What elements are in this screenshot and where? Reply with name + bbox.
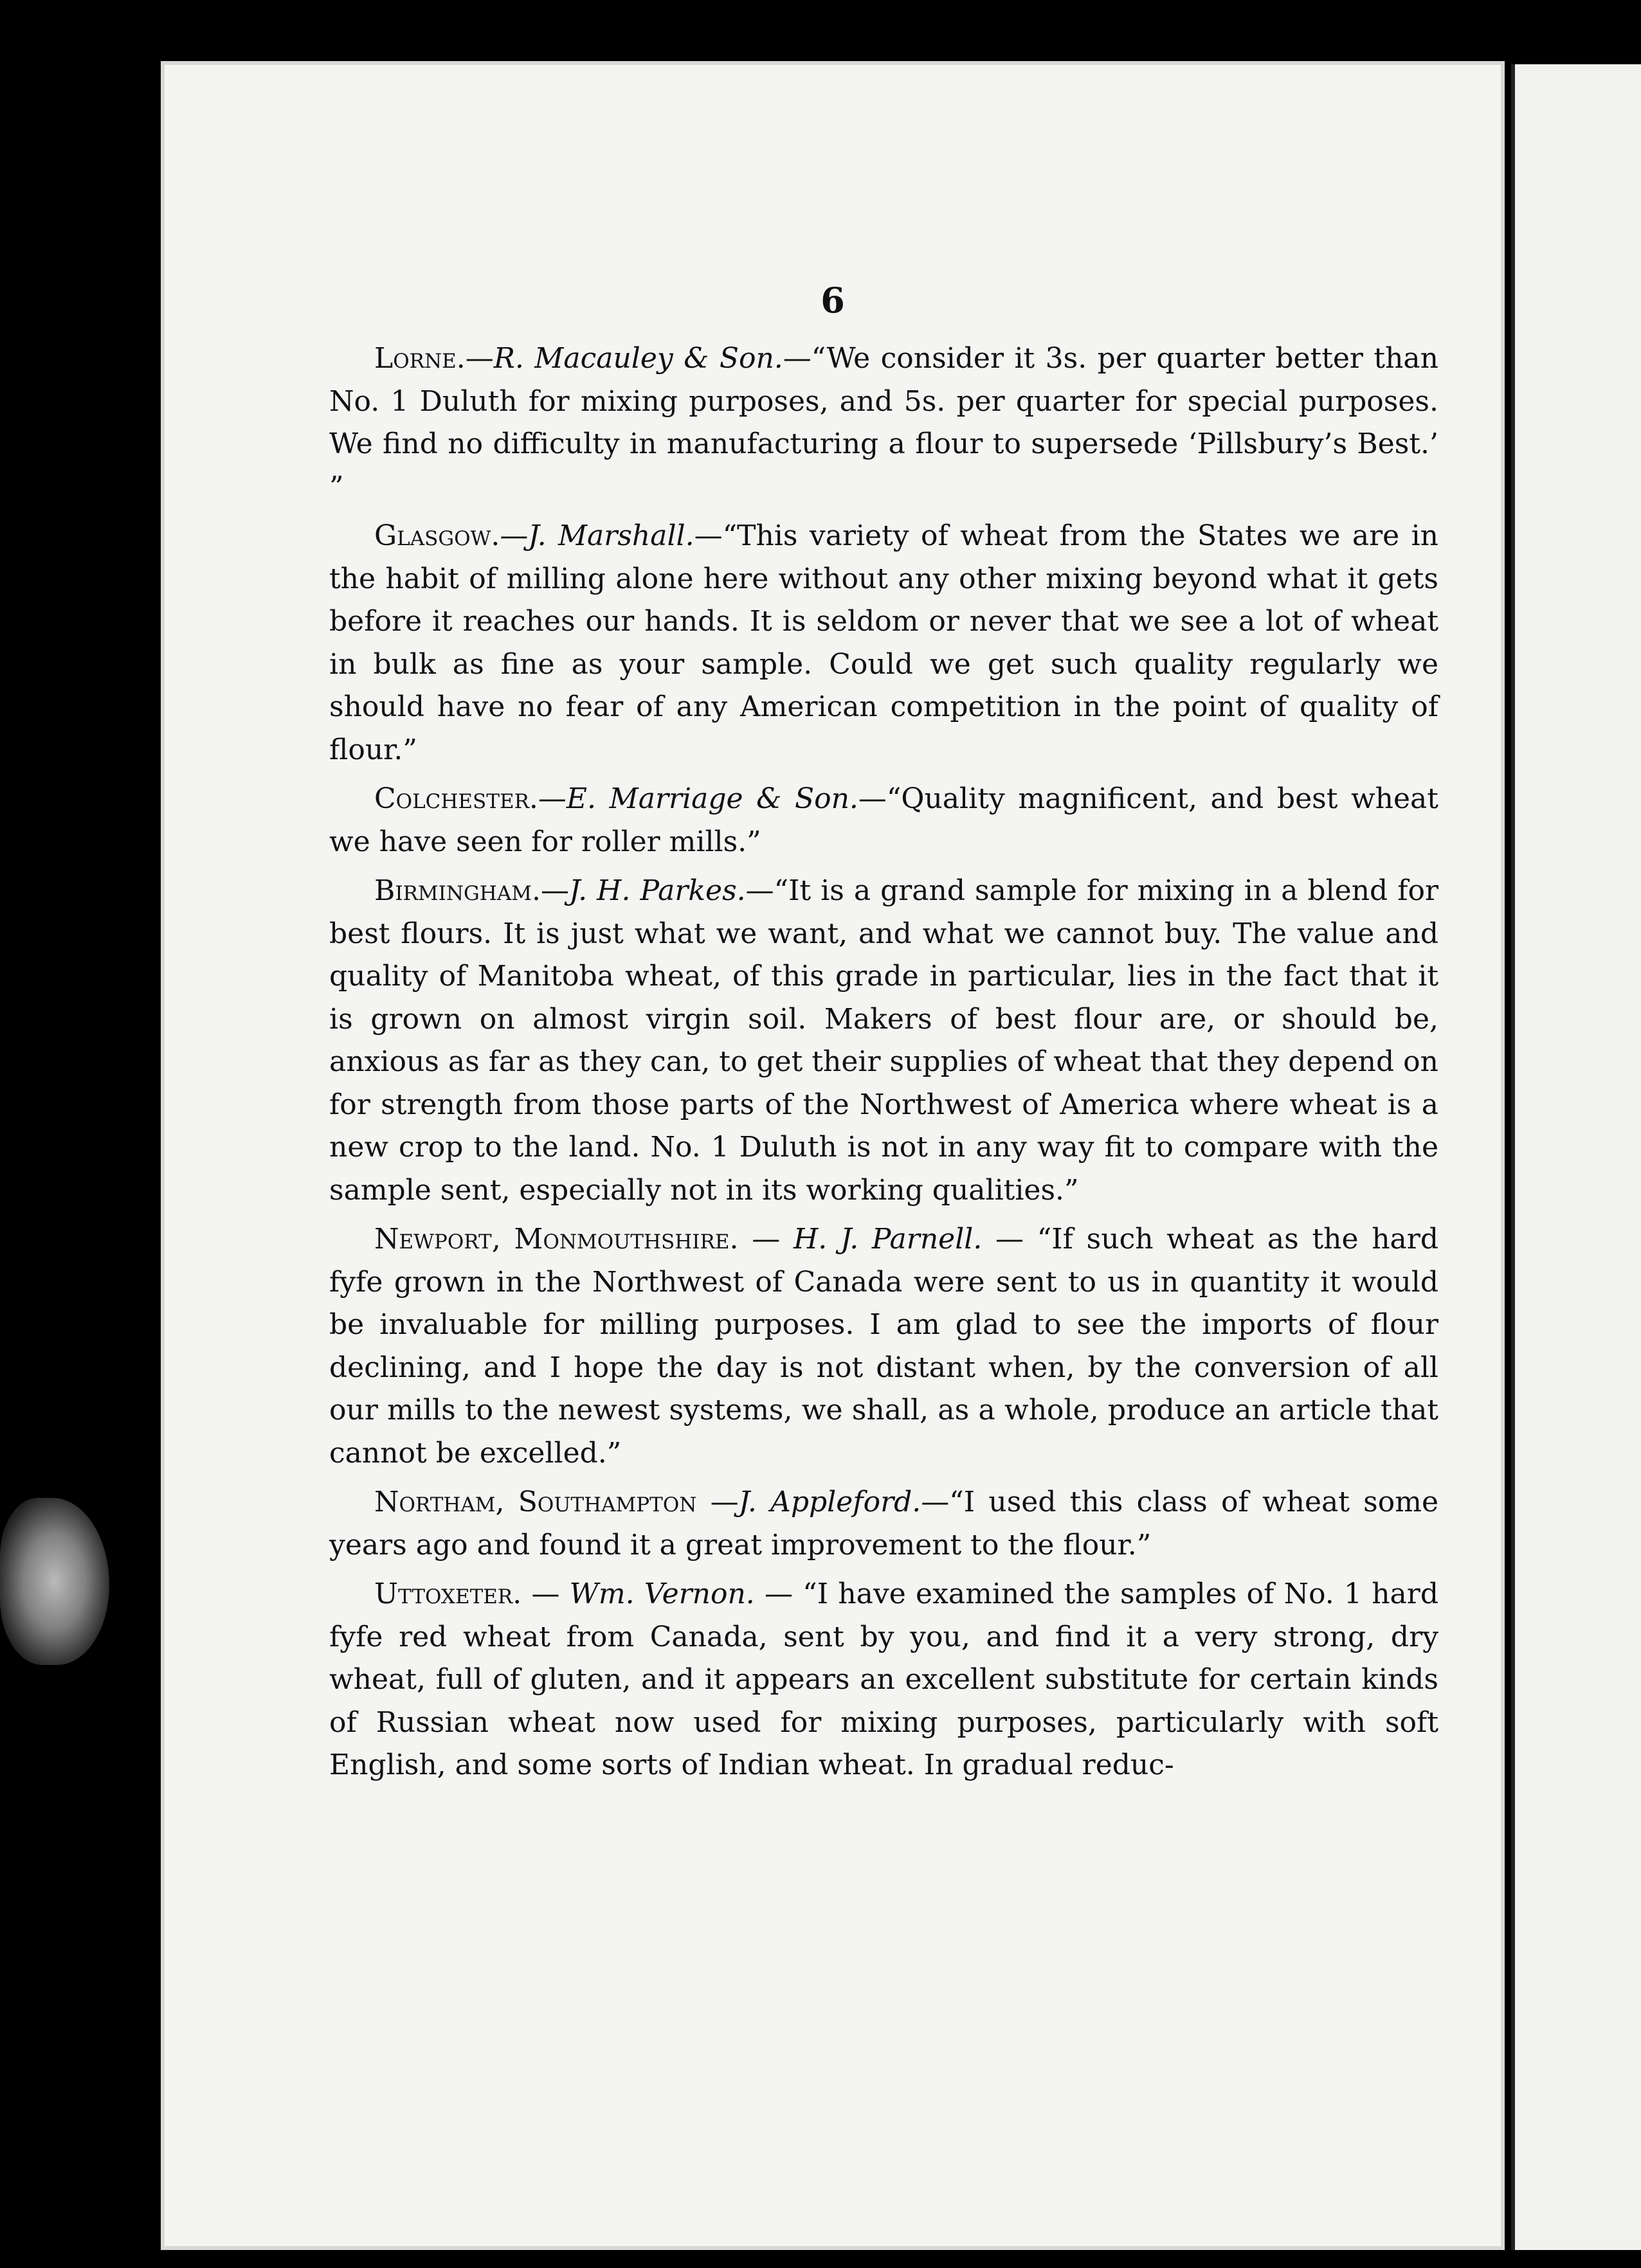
entry-glasgow: Glasgow.—J. Marshall.—“This variety of wheat from the States we are in the habit of milling alone here without any other mixing beyond what it gets before it reaches our hands. It is seldom or never that we see a lot of wheat in bulk as fine as your sample. Could we get such quality regularly we should have no fear of any American competition in the point of quality of flour.” — [329, 519, 1438, 766]
body-text — [329, 338, 1438, 1794]
entry-place: Uttoxeter. — [374, 1578, 522, 1610]
entry-place: Northam, Southampton — [374, 1486, 697, 1518]
entry-place: Lorne. — [374, 342, 466, 375]
entry-place: Newport, Monmouthshire. — [374, 1223, 739, 1256]
entry-northam: Northam, Southampton —J. Appleford.—“I used this class of wheat some years ago and found it a great improvement to the flour.” — [329, 1486, 1438, 1562]
entry-miller: J. Appleford. — [738, 1486, 921, 1518]
document-page — [161, 61, 1505, 2250]
entry-miller: Wm. Vernon. — [569, 1578, 755, 1610]
entry-quote: “We consider it 3s. per quarter better than No. 1 Duluth for mixing purposes, and 5s. per quarter for special purposes. We find no difficulty in manufacturing a flour to supersede ‘Pillsbury’s Best.’ ” — [329, 342, 1438, 503]
entry-uttoxeter: Uttoxeter. — Wm. Vernon. — “I have examined the samples of No. 1 hard fyfe red wheat from Canada, sent by you, and find it a very strong, dry wheat, full of gluten, and it appears an excellent substitute for certain kinds of Russian wheat now used for mixing purposes, particularly with soft English, and some sorts of Indian wheat. In gradual reduc- — [329, 1578, 1438, 1781]
binding-shadow — [1511, 64, 1515, 2250]
page-number: 6 — [820, 280, 845, 321]
next-page-edge — [1511, 64, 1641, 2250]
entry-quote: “It is a grand sample for mixing in a blend for best flours. It is just what we want, and what we cannot buy. The value and quality of Manitoba wheat, of this grade in particular, lies in the fact that it is grown on almost virgin soil. Makers of best flour are, or should be, anxious as far as they can, to get their supplies of wheat that they depend on for strength from those parts of the Northwest of America where wheat is a new crop to the land. No. 1 Duluth is not in any way fit to compare with the sample sent, especially not in its working qualities.” — [329, 874, 1439, 1207]
entry-miller: E. Marriage & Son. — [566, 782, 858, 815]
entry-miller: H. J. Parnell. — [793, 1223, 983, 1256]
entry-place: Glasgow. — [374, 519, 500, 552]
entry-newport: Newport, Monmouthshire. — H. J. Parnell. — “If such wheat as the hard fyfe grown in the Northwest of Canada were sent to us in quantity it would be invaluable for milling purposes. I am glad to see the imports of flour declining, and I hope the day is not distant when, by the conversion of all our mills to the newest systems, we shall, as a whole, produce an article that cannot be excelled.” — [329, 1223, 1438, 1470]
entry-miller: R. Macauley & Son. — [493, 342, 783, 375]
entry-miller: J. Marshall. — [528, 519, 694, 552]
entry-colchester: Colchester.—E. Marriage & Son.—“Quality magnificent, and best wheat we have seen for roller mills.” — [329, 782, 1438, 858]
entry-quote: “I have examined the samples of No. 1 hard fyfe red wheat from Canada, sent by you, and find it a very strong, dry wheat, full of gluten, and it appears an excellent substitute for certain kinds of Russian wheat now used for mixing purposes, particularly with soft English, and some sorts of Indian wheat. In gradual reduc- — [329, 1578, 1438, 1781]
entry-quote: “This variety of wheat from the States we are in the habit of milling alone here without any other mixing beyond what it gets before it reaches our hands. It is seldom or never that we see a lot of wheat in bulk as fine as your sample. Could we get such quality regularly we should have no fear of any American competition in the point of quality of flour.” — [329, 519, 1438, 766]
entry-place: Colchester. — [374, 782, 538, 815]
entry-quote: “If such wheat as the hard fyfe grown in the Northwest of Canada were sent to us in quantity it would be invaluable for milling purposes. I am glad to see the imports of flour declining, and I hope the day is not distant when, by the conversion of all our mills to the newest systems, we shall, as a whole, produce an article that cannot be excelled.” — [329, 1223, 1438, 1470]
scan-edge-blot — [0, 1498, 109, 1665]
entry-lorne: Lorne.—R. Macauley & Son.—“We consider it 3s. per quarter better than No. 1 Duluth for mixing purposes, and 5s. per quarter for special purposes. We find no difficulty in manufacturing a flour to supersede ‘Pillsbury’s Best.’ ” — [329, 342, 1438, 503]
entry-quote: “Quality magnificent, and best wheat we have seen for roller mills.” — [329, 782, 1438, 858]
entry-miller: J. H. Parkes. — [568, 874, 746, 907]
entry-birmingham: Birmingham.—J. H. Parkes.—“It is a grand sample for mixing in a blend for best flours. It is just what we want, and what we cannot buy. The value and quality of Manitoba wheat, of this grade in particular, lies in the fact that it is grown on almost virgin soil. Makers of best flour are, or should be, anxious as far as they can, to get their supplies of wheat that they depend on for strength from those parts of the Northwest of America where wheat is a new crop to the land. No. 1 Duluth is not in any way fit to compare with the sample sent, especially not in its working qualities.” — [329, 874, 1439, 1207]
entry-place: Birmingham. — [374, 874, 541, 907]
entry-quote: “I used this class of wheat some years ago and found it a great improvement to the flour.” — [329, 1486, 1438, 1562]
